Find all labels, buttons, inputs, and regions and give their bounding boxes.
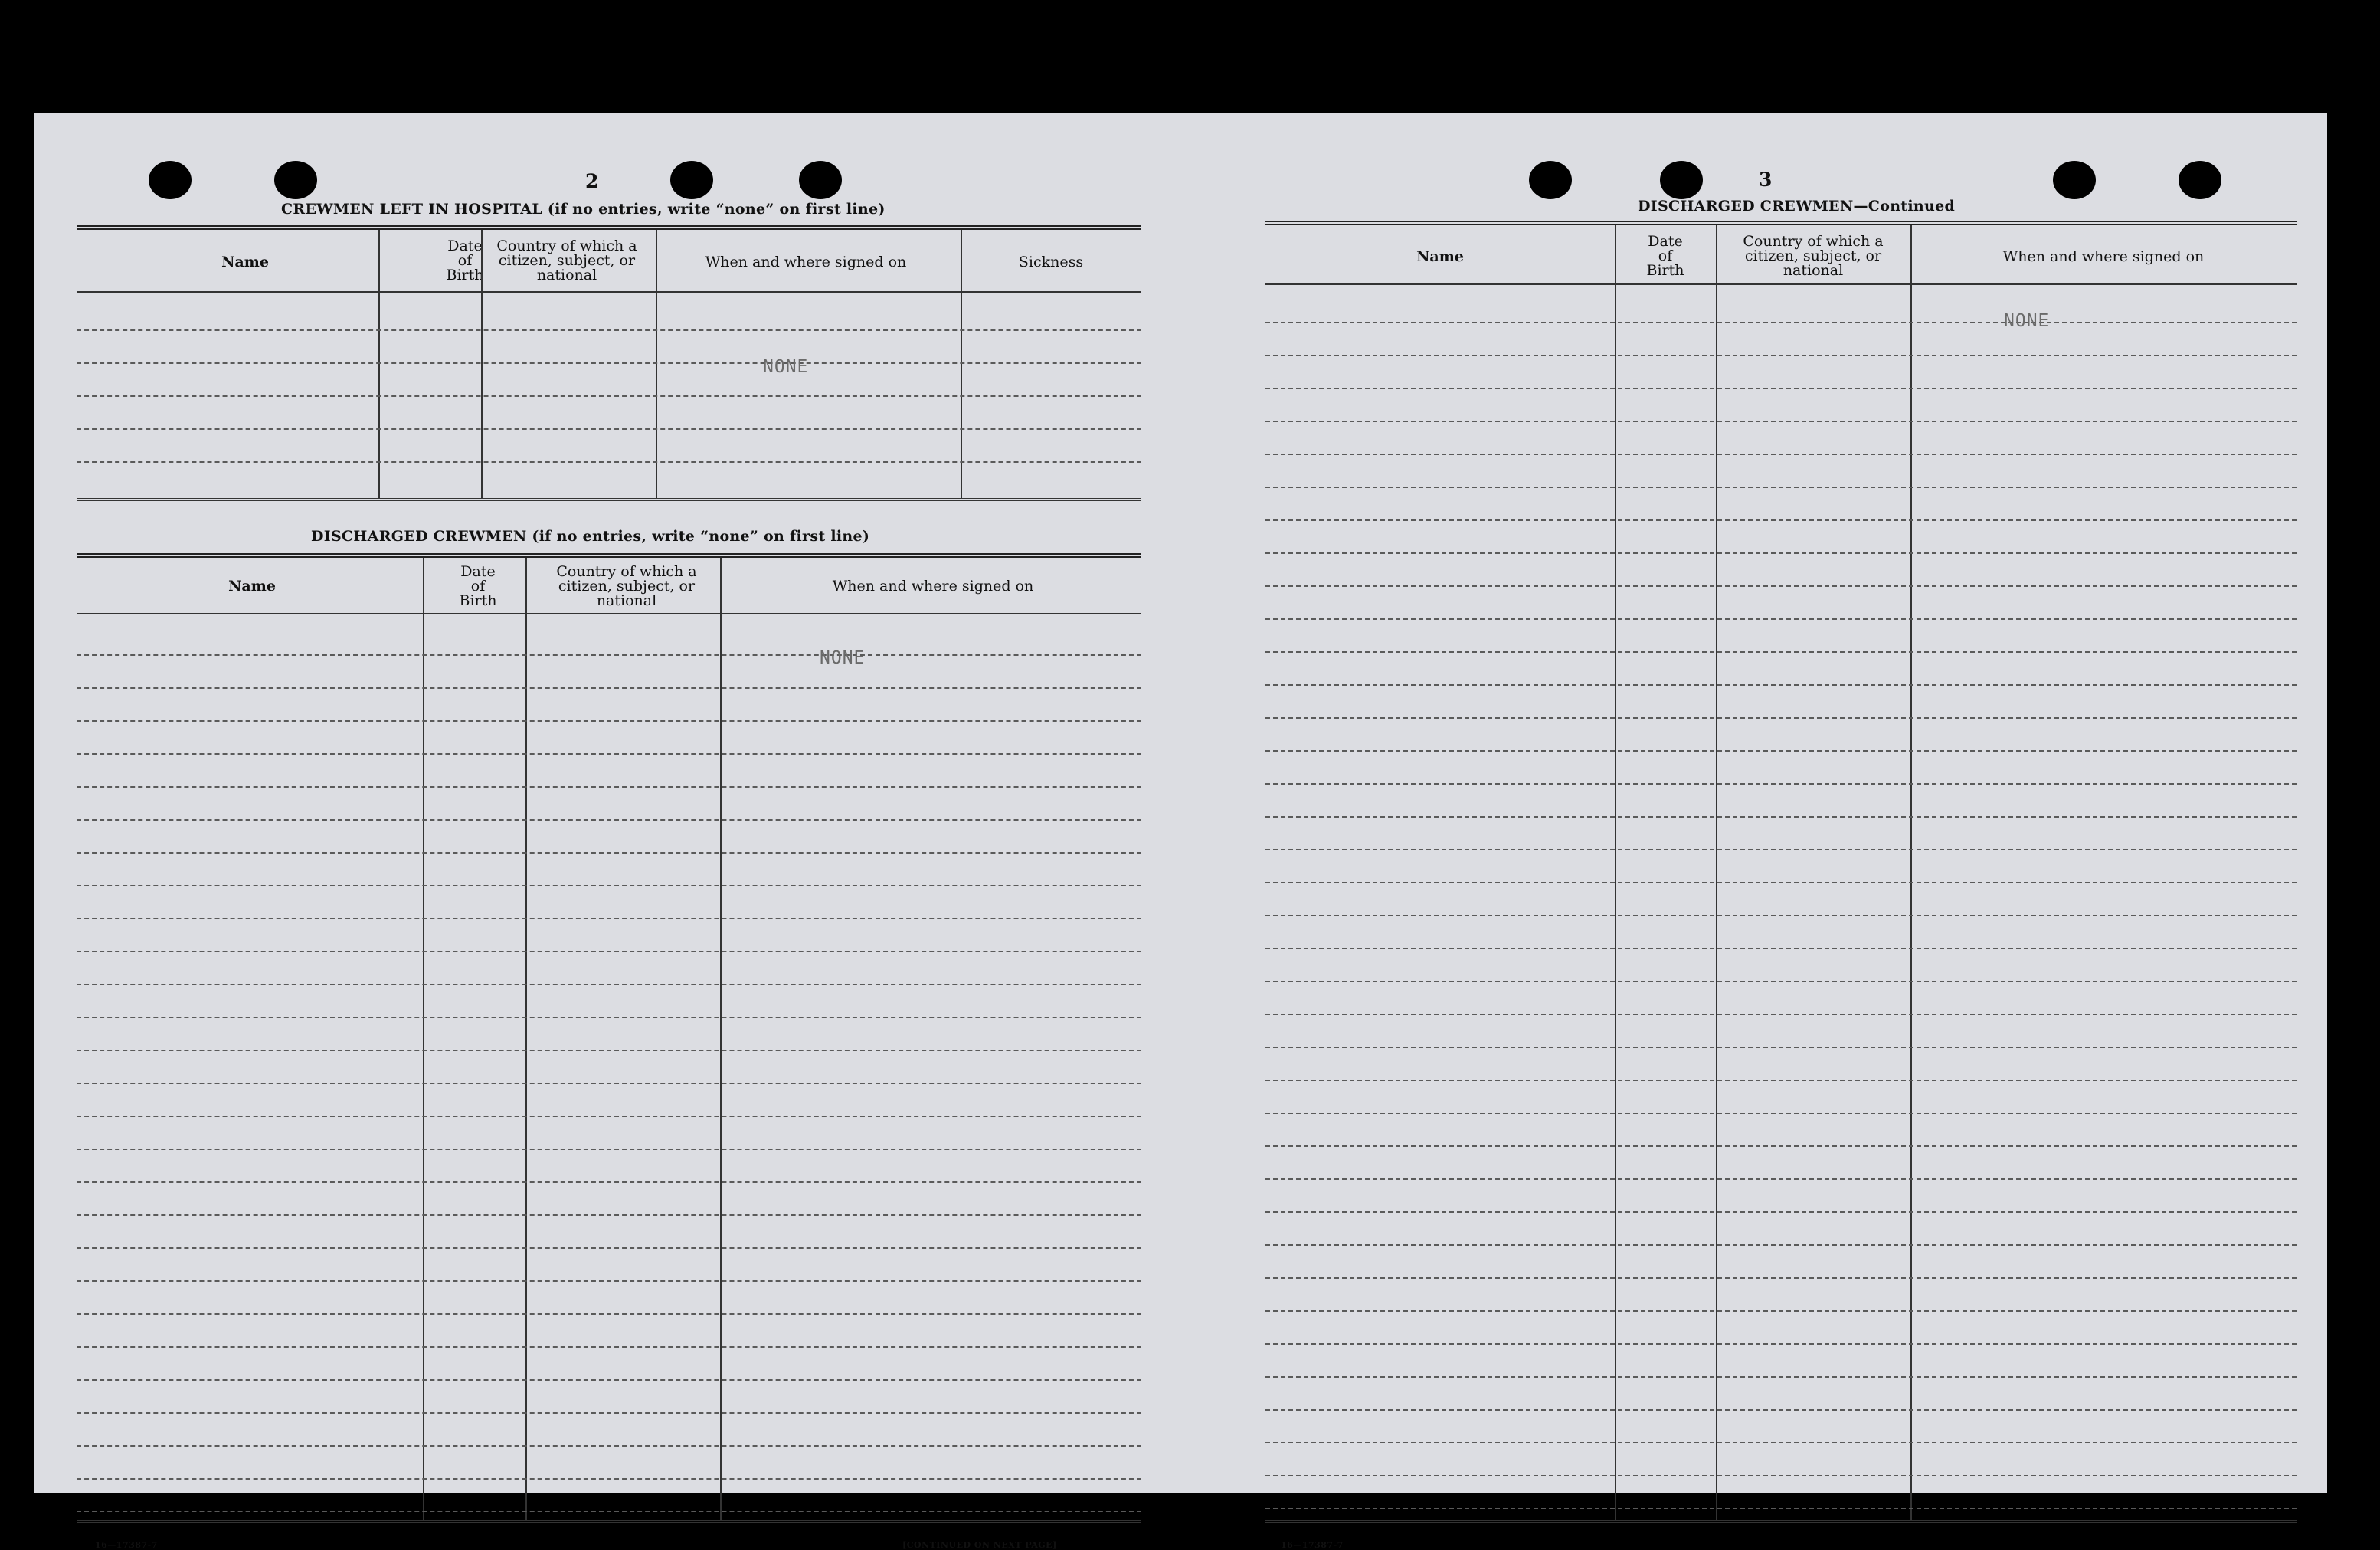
table-row	[1265, 1310, 2297, 1312]
column-header-sickness: Sickness	[1018, 254, 1084, 270]
table-row	[77, 1247, 1141, 1249]
table-row	[1265, 1442, 2297, 1443]
column-header-date-of-birth: Date of Birth	[1646, 233, 1684, 279]
table-row	[77, 918, 1141, 919]
table-row	[77, 984, 1141, 985]
right-page	[1183, 113, 2327, 1550]
table-row	[1265, 1211, 2297, 1213]
section-rule	[1265, 1520, 2297, 1523]
table-row	[1265, 1145, 2297, 1147]
table-row	[1265, 750, 2297, 752]
table-row	[1265, 1014, 2297, 1015]
column-divider	[481, 230, 483, 498]
table-row	[1265, 684, 2297, 686]
table-row	[77, 753, 1141, 755]
table-row	[77, 1149, 1141, 1150]
table-row	[77, 428, 1141, 430]
column-header-country: Country of which a citizen, subject, or national	[496, 238, 637, 283]
table-row	[1265, 355, 2297, 356]
table-row	[77, 1313, 1141, 1315]
table-row	[1265, 1080, 2297, 1081]
table-row	[77, 395, 1141, 397]
table-row	[1265, 322, 2297, 323]
column-header-name: Name	[228, 578, 276, 595]
table-row	[1265, 1047, 2297, 1048]
table-row	[1265, 882, 2297, 883]
table-row	[77, 1181, 1141, 1183]
section-title-discharged: DISCHARGED CREWMEN (if no entries, write “none” on first line)	[311, 528, 870, 545]
table-row	[1265, 618, 2297, 620]
table-row	[77, 687, 1141, 689]
column-divider	[961, 230, 962, 498]
column-divider	[656, 230, 657, 498]
table-row	[1265, 717, 2297, 719]
table-row	[1265, 1508, 2297, 1509]
table-row	[77, 885, 1141, 886]
table-row	[77, 461, 1141, 463]
section-rule	[77, 553, 1141, 558]
table-row	[1265, 1244, 2297, 1246]
table-row	[1265, 651, 2297, 653]
column-divider	[1910, 225, 1912, 1520]
none-entry-stamp: NONE	[820, 648, 866, 668]
column-header-country: Country of which a citizen, subject, or national	[556, 563, 697, 609]
punch-hole	[149, 161, 192, 199]
table-row	[77, 362, 1141, 364]
table-row	[77, 1445, 1141, 1447]
table-row	[1265, 1277, 2297, 1279]
column-header-country: Country of which a citizen, subject, or national	[1743, 233, 1884, 279]
column-divider	[1615, 225, 1616, 1520]
table-row	[77, 654, 1141, 656]
punch-hole	[2179, 161, 2221, 199]
table-row	[1265, 948, 2297, 949]
table-row	[1265, 1343, 2297, 1345]
table-row	[1265, 1178, 2297, 1180]
table-row	[77, 1017, 1141, 1018]
table-row	[77, 1478, 1141, 1480]
column-header-signed-on: When and where signed on	[705, 254, 907, 270]
section-title-discharged-continued: DISCHARGED CREWMEN—Continued	[1638, 198, 1956, 215]
table-row	[77, 1116, 1141, 1117]
table-row	[77, 1050, 1141, 1051]
table-row	[1265, 1475, 2297, 1476]
table-row	[77, 951, 1141, 952]
table-row	[77, 1280, 1141, 1282]
table-row	[77, 852, 1141, 854]
none-entry-stamp: NONE	[763, 357, 809, 377]
column-header-signed-on: When and where signed on	[832, 578, 1034, 595]
table-row	[1265, 421, 2297, 422]
punch-hole	[1529, 161, 1572, 199]
section-rule	[77, 225, 1141, 230]
table-row	[77, 1346, 1141, 1348]
column-header-date-of-birth: Date of Birth	[459, 563, 497, 609]
table-row	[1265, 519, 2297, 521]
table-row	[1265, 552, 2297, 554]
column-divider	[378, 230, 380, 498]
table-row	[1265, 1113, 2297, 1114]
form-sheet	[34, 113, 2327, 1550]
column-divider	[525, 558, 527, 1520]
section-rule	[77, 498, 1141, 501]
table-row	[1265, 487, 2297, 488]
punch-hole	[799, 161, 842, 199]
table-row	[1265, 915, 2297, 916]
table-row	[1265, 816, 2297, 818]
column-header-date-of-birth: Date of Birth	[446, 238, 484, 283]
table-row	[1265, 585, 2297, 587]
punch-hole	[2053, 161, 2096, 199]
column-divider	[1716, 225, 1717, 1520]
left-page	[34, 113, 1183, 1550]
table-row	[1265, 981, 2297, 982]
header-divider	[1265, 283, 2297, 285]
header-divider	[77, 613, 1141, 614]
table-row	[77, 786, 1141, 788]
table-row	[77, 1379, 1141, 1381]
section-rule	[1265, 221, 2297, 225]
section-title-hospital: CREWMEN LEFT IN HOSPITAL (if no entries, write “none” on first line)	[281, 201, 886, 218]
table-row	[77, 1511, 1141, 1512]
table-row	[77, 1083, 1141, 1084]
header-divider	[77, 291, 1141, 293]
page-number: 3	[1759, 169, 1773, 191]
table-row	[1265, 849, 2297, 850]
table-row	[77, 329, 1141, 331]
column-divider	[423, 558, 424, 1520]
column-divider	[720, 558, 722, 1520]
form-number: 16—17387-7	[95, 1540, 158, 1550]
table-row	[1265, 1409, 2297, 1411]
form-number: 16—17387-7	[1281, 1540, 1344, 1550]
page-number: 2	[585, 170, 599, 192]
table-row	[77, 819, 1141, 821]
column-header-signed-on: When and where signed on	[2002, 248, 2205, 265]
table-row	[1265, 1376, 2297, 1378]
table-row	[77, 1412, 1141, 1414]
table-row	[77, 1214, 1141, 1216]
punch-hole	[274, 161, 317, 199]
punch-hole	[1660, 161, 1703, 199]
none-entry-stamp: NONE	[2004, 311, 2050, 331]
punch-hole	[670, 161, 713, 199]
section-rule	[77, 1520, 1141, 1523]
table-row	[1265, 454, 2297, 455]
table-row	[1265, 388, 2297, 389]
table-row	[77, 720, 1141, 722]
continued-note: [CONTINUED ON NEXT PAGE]	[902, 1540, 1057, 1550]
column-header-name: Name	[1416, 248, 1464, 265]
table-row	[1265, 783, 2297, 785]
column-header-name: Name	[221, 254, 269, 270]
